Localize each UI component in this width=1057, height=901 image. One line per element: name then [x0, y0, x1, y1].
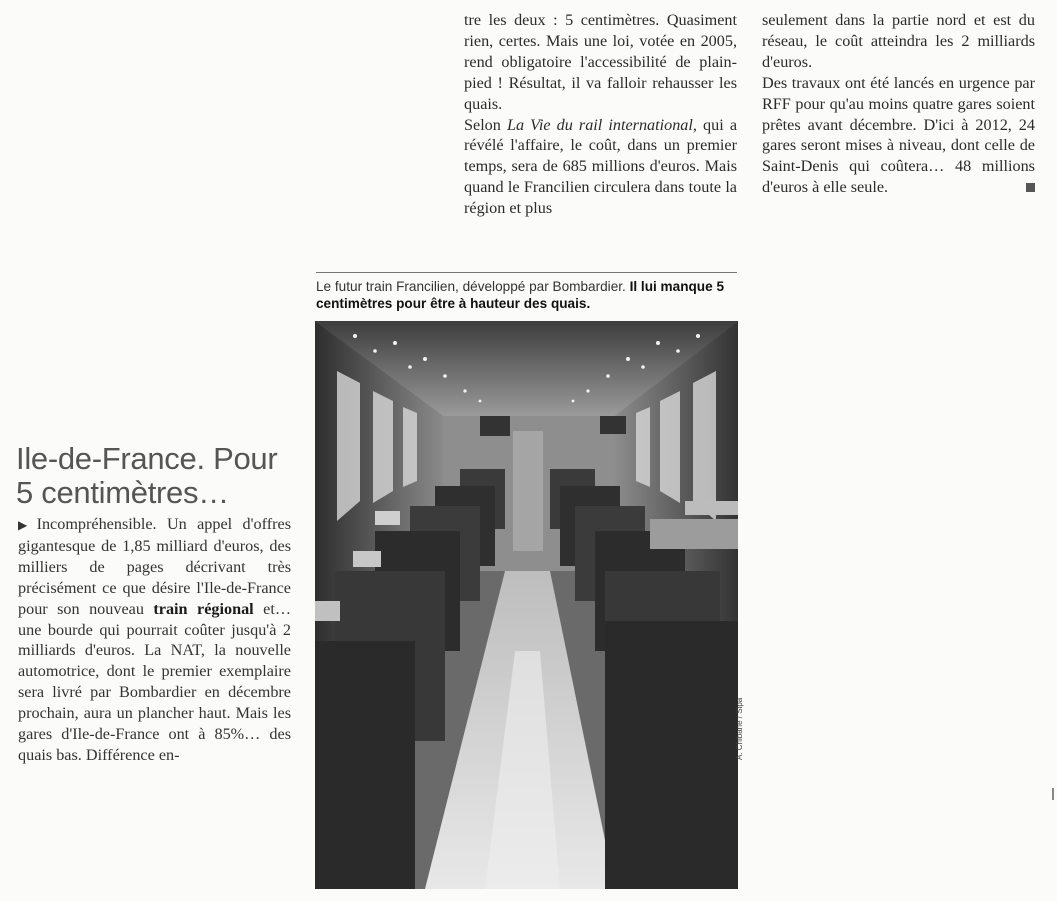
article-column-middle [464, 10, 737, 219]
caption-rule [316, 272, 737, 273]
end-of-article-square-icon [1026, 183, 1035, 192]
train-interior-illustration [315, 321, 738, 889]
triangle-bullet-icon: ▶ [18, 518, 34, 532]
paragraph: tre les deux : 5 centimètres. Quasiment rien, certes. Mais une loi, votée en 2005, rend obligatoire l'accessibilité de plain-pied ! Résultat, il va falloir rehausser les quais. [464, 11, 737, 113]
caption-text: Le futur train Francilien, développé par Bombardier. [316, 279, 630, 294]
lead-text: Incompréhensible. Un appel d'offres gigantesque de 1,85 milliard d'euros, des milliers de pages décrivant très précisément ce que désire l'Ile-de-France pour son nouveau [18, 515, 291, 618]
lead-bold-text: train régional [153, 599, 254, 618]
train-interior-photo [315, 321, 738, 889]
paragraph-text: Selon [464, 115, 507, 134]
paragraph: seulement dans la partie nord et est du réseau, le coût atteindra les 2 milliards d'euros. [762, 11, 1035, 71]
paragraph [464, 115, 737, 220]
photo-caption [316, 278, 737, 312]
source-title: La Vie du rail international [506, 115, 693, 134]
caption-bold-text: Il lui manque 5 centimètres pour être à hauteur des quais. [316, 279, 725, 311]
article-headline: Ile-de-France. Pour 5 centimètres… [16, 441, 278, 510]
article-lead [18, 514, 291, 766]
paragraph [762, 73, 1035, 198]
paragraph-text: Des travaux ont été lancés en urgence par RFF pour qu'au moins quatre gares soient prêtes avant décembre. D'ici à 2012, 24 gares seront mises à niveau, dont celle de Saint-Denis qui coûtera… 48 millions d'euros à elle seule. [762, 73, 1035, 197]
photo-credit: A. Chibane / Sipa [735, 697, 744, 760]
page-edge-mark [1052, 788, 1054, 800]
article-column-right [762, 10, 1035, 198]
lead-text: et… une bourde qui pourrait coûter jusqu'à 2 milliards d'euros. La NAT, la nouvelle automotrice, dont le premier exemplaire sera livré par Bombardier en décembre prochain, aura un plancher haut. Mais les gares d'Ile-de-France ont à 85%… des quais bas. Différence en- [18, 599, 292, 764]
paragraph-text: , qui a révélé l'affaire, le coût, dans un premier temps, sera de 685 millions d'euros. Mais quand le Francilien circulera dans toute la région et plus [464, 115, 738, 218]
